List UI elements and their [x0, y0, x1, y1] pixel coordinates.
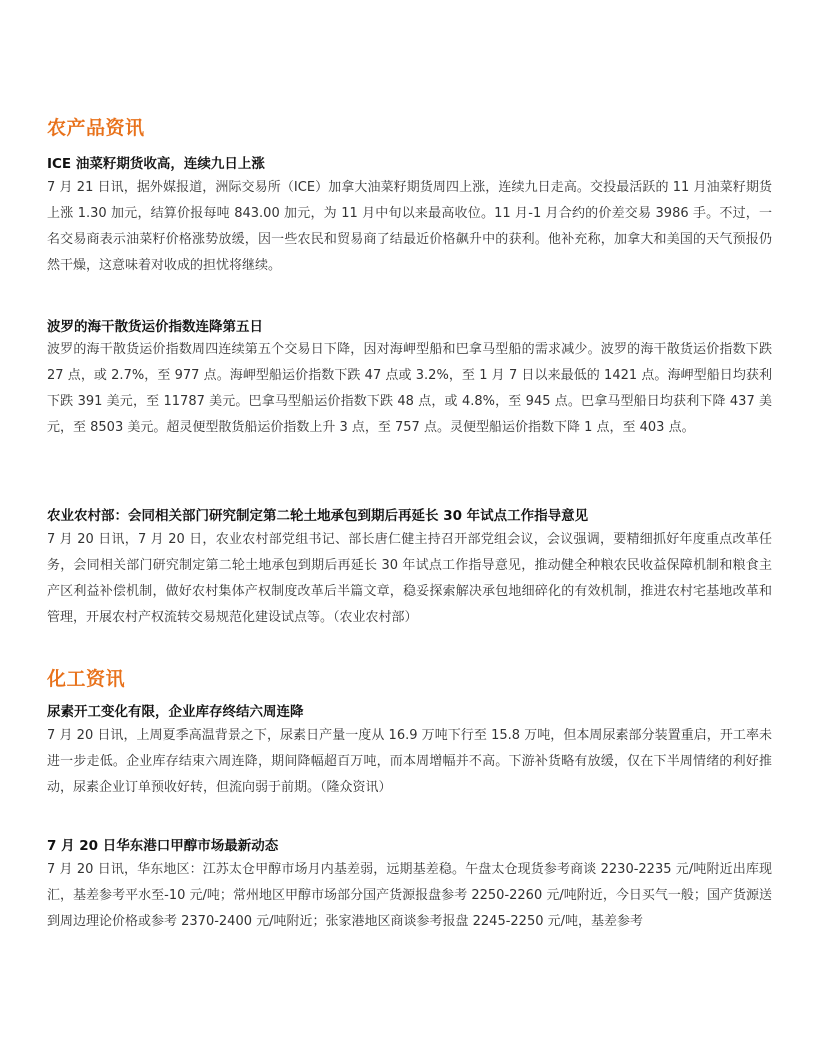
article-body-land-contract: 7 月 20 日讯，7 月 20 日，农业农村部党组书记、部长唐仁健主持召开部党组会议，会议强调，要精细抓好年度重点改革任务，会同相关部门研究制定第二轮土地承包到期后再延长 30 年试点工作指导意见，推动健全种粮农民收益保障机制和粮食主产区利益补偿机制，做好农村集体产权制度改革后半篇文章，稳妥探索解决承包地细碎化的有效机制，推进农村宅基地改革和管理，开展农村产权流转交易规范化建设试点等。（农业农村部）	[47, 532, 772, 625]
article-title-ice-canola: ICE 油菜籽期货收高，连续九日上涨	[47, 156, 265, 172]
article-title-baltic-dry-index: 波罗的海干散货运价指数连降第五日	[47, 319, 263, 335]
article-body-ice-canola: 7 月 21 日讯，据外媒报道，洲际交易所（ICE）加拿大油菜籽期货周四上涨，连续九日走高。交投最活跃的 11 月油菜籽期货上涨 1.30 加元，结算价报每吨 843.00 加元，为 11 月中旬以来最高收位。11 月-1 月合约的价差交易 3986 手。不过，一名交易商表示油菜籽价格涨势放缓，因一些农民和贸易商了结最近价格飙升中的获利。他补充称，加拿大和美国的天气预报仍然干燥，这意味着对收成的担忧将继续。	[47, 180, 772, 273]
article-body-baltic-dry-index: 波罗的海干散货运价指数周四连续第五个交易日下降，因对海岬型船和巴拿马型船的需求减少。波罗的海干散货运价指数下跌 27 点，或 2.7%，至 977 点。海岬型船运价指数下跌 47 点或 3.2%，至 1 月 7 日以来最低的 1421 点。海岬型船日均获利下跌 391 美元，至 11787 美元。巴拿马型船运价指数下跌 48 点，或 4.8%，至 945 点。巴拿马型船日均获利下降 437 美元，至 8503 美元。超灵便型散货船运价指数上升 3 点，至 757 点。灵便型船运价指数下降 1 点，至 403 点。	[47, 342, 772, 435]
article-title-urea: 尿素开工变化有限，企业库存终结六周连降	[47, 704, 304, 720]
article-body-methanol: 7 月 20 日讯，华东地区：江苏太仓甲醇市场月内基差弱，远期基差稳。午盘太仓现货参考商谈 2230-2235 元/吨附近出库现汇，基差参考平水至-10 元/吨；常州地区甲醇市场部分国产货源报盘参考 2250-2260 元/吨附近，今日买气一般；国产货源送到周边理论价格或参考 2370-2400 元/吨附近；张家港地区商谈参考报盘 2245-2250 元/吨，基差参考	[47, 862, 772, 929]
article-title-land-contract: 农业农村部：会同相关部门研究制定第二轮土地承包到期后再延长 30 年试点工作指导意见	[47, 508, 589, 524]
section-title-chemical: 化工资讯	[47, 668, 126, 690]
article-title-methanol: 7 月 20 日华东港口甲醇市场最新动态	[47, 838, 279, 854]
section-title-agriculture: 农产品资讯	[47, 117, 145, 139]
article-body-urea: 7 月 20 日讯，上周夏季高温背景之下，尿素日产量一度从 16.9 万吨下行至 15.8 万吨，但本周尿素部分装置重启，开工率未进一步走低。企业库存结束六周连降，期间降幅超百万吨，而本周增幅并不高。下游补货略有放缓，仅在下半周情绪的利好推动，尿素企业订单预收好转，但流向弱于前期。（隆众资讯）	[47, 728, 772, 795]
